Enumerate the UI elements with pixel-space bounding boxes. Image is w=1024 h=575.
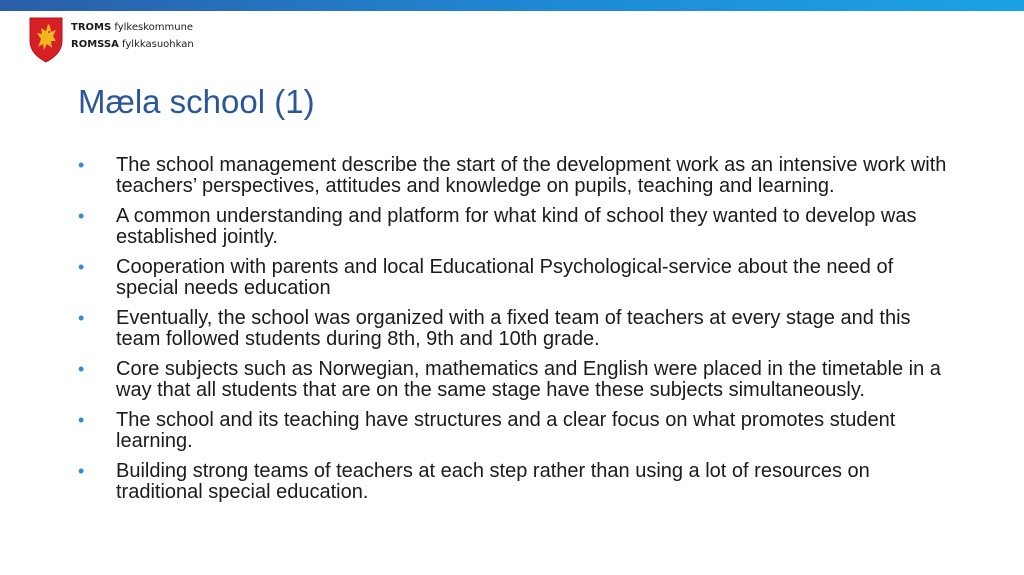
bullet-item [78,359,948,401]
bullet-marker: • [78,206,85,226]
bullet-text: Eventually, the school was organized with a fixed team of teachers at every stage and this team followed students during 8th, 9th and 10th grade. [116,307,911,350]
bullet-item [78,155,948,197]
bullet-item [78,461,948,503]
header-accent-bar [0,0,1024,11]
bullet-list [78,155,948,512]
bullet-text: The school management describe the start of the development work as an intensive work with teachers’ perspectives, attitudes and knowledge on pupils, teaching and learning. [116,154,947,197]
bullet-item [78,206,948,248]
county-name [71,19,194,53]
county-name-sami: ROMSSA fylkkasuohkan [71,39,194,50]
bullet-text: A common understanding and platform for what kind of school they wanted to develop was established jointly. [116,205,917,248]
bullet-marker: • [78,308,85,328]
bullet-marker: • [78,359,85,379]
bullet-text: Building strong teams of teachers at each step rather than using a lot of resources on traditional special education. [116,460,870,503]
bullet-text: Core subjects such as Norwegian, mathematics and English were placed in the timetable in a way that all students that are on the same stage have these subjects simultaneously. [116,358,941,401]
county-name-norwegian: TROMS fylkeskommune [71,22,194,33]
bullet-item [78,308,948,350]
bullet-text: Cooperation with parents and local Educational Psychological-service about the need of special needs education [116,256,894,299]
bullet-marker: • [78,461,85,481]
bullet-text: The school and its teaching have structures and a clear focus on what promotes student learning. [116,409,896,452]
slide-title: Mæla school (1) [78,83,315,120]
bullet-marker: • [78,257,85,277]
county-logo [29,17,199,67]
bullet-item [78,257,948,299]
bullet-item [78,410,948,452]
bullet-marker: • [78,410,85,430]
griffin-crest-icon [29,17,63,63]
bullet-marker: • [78,155,85,175]
